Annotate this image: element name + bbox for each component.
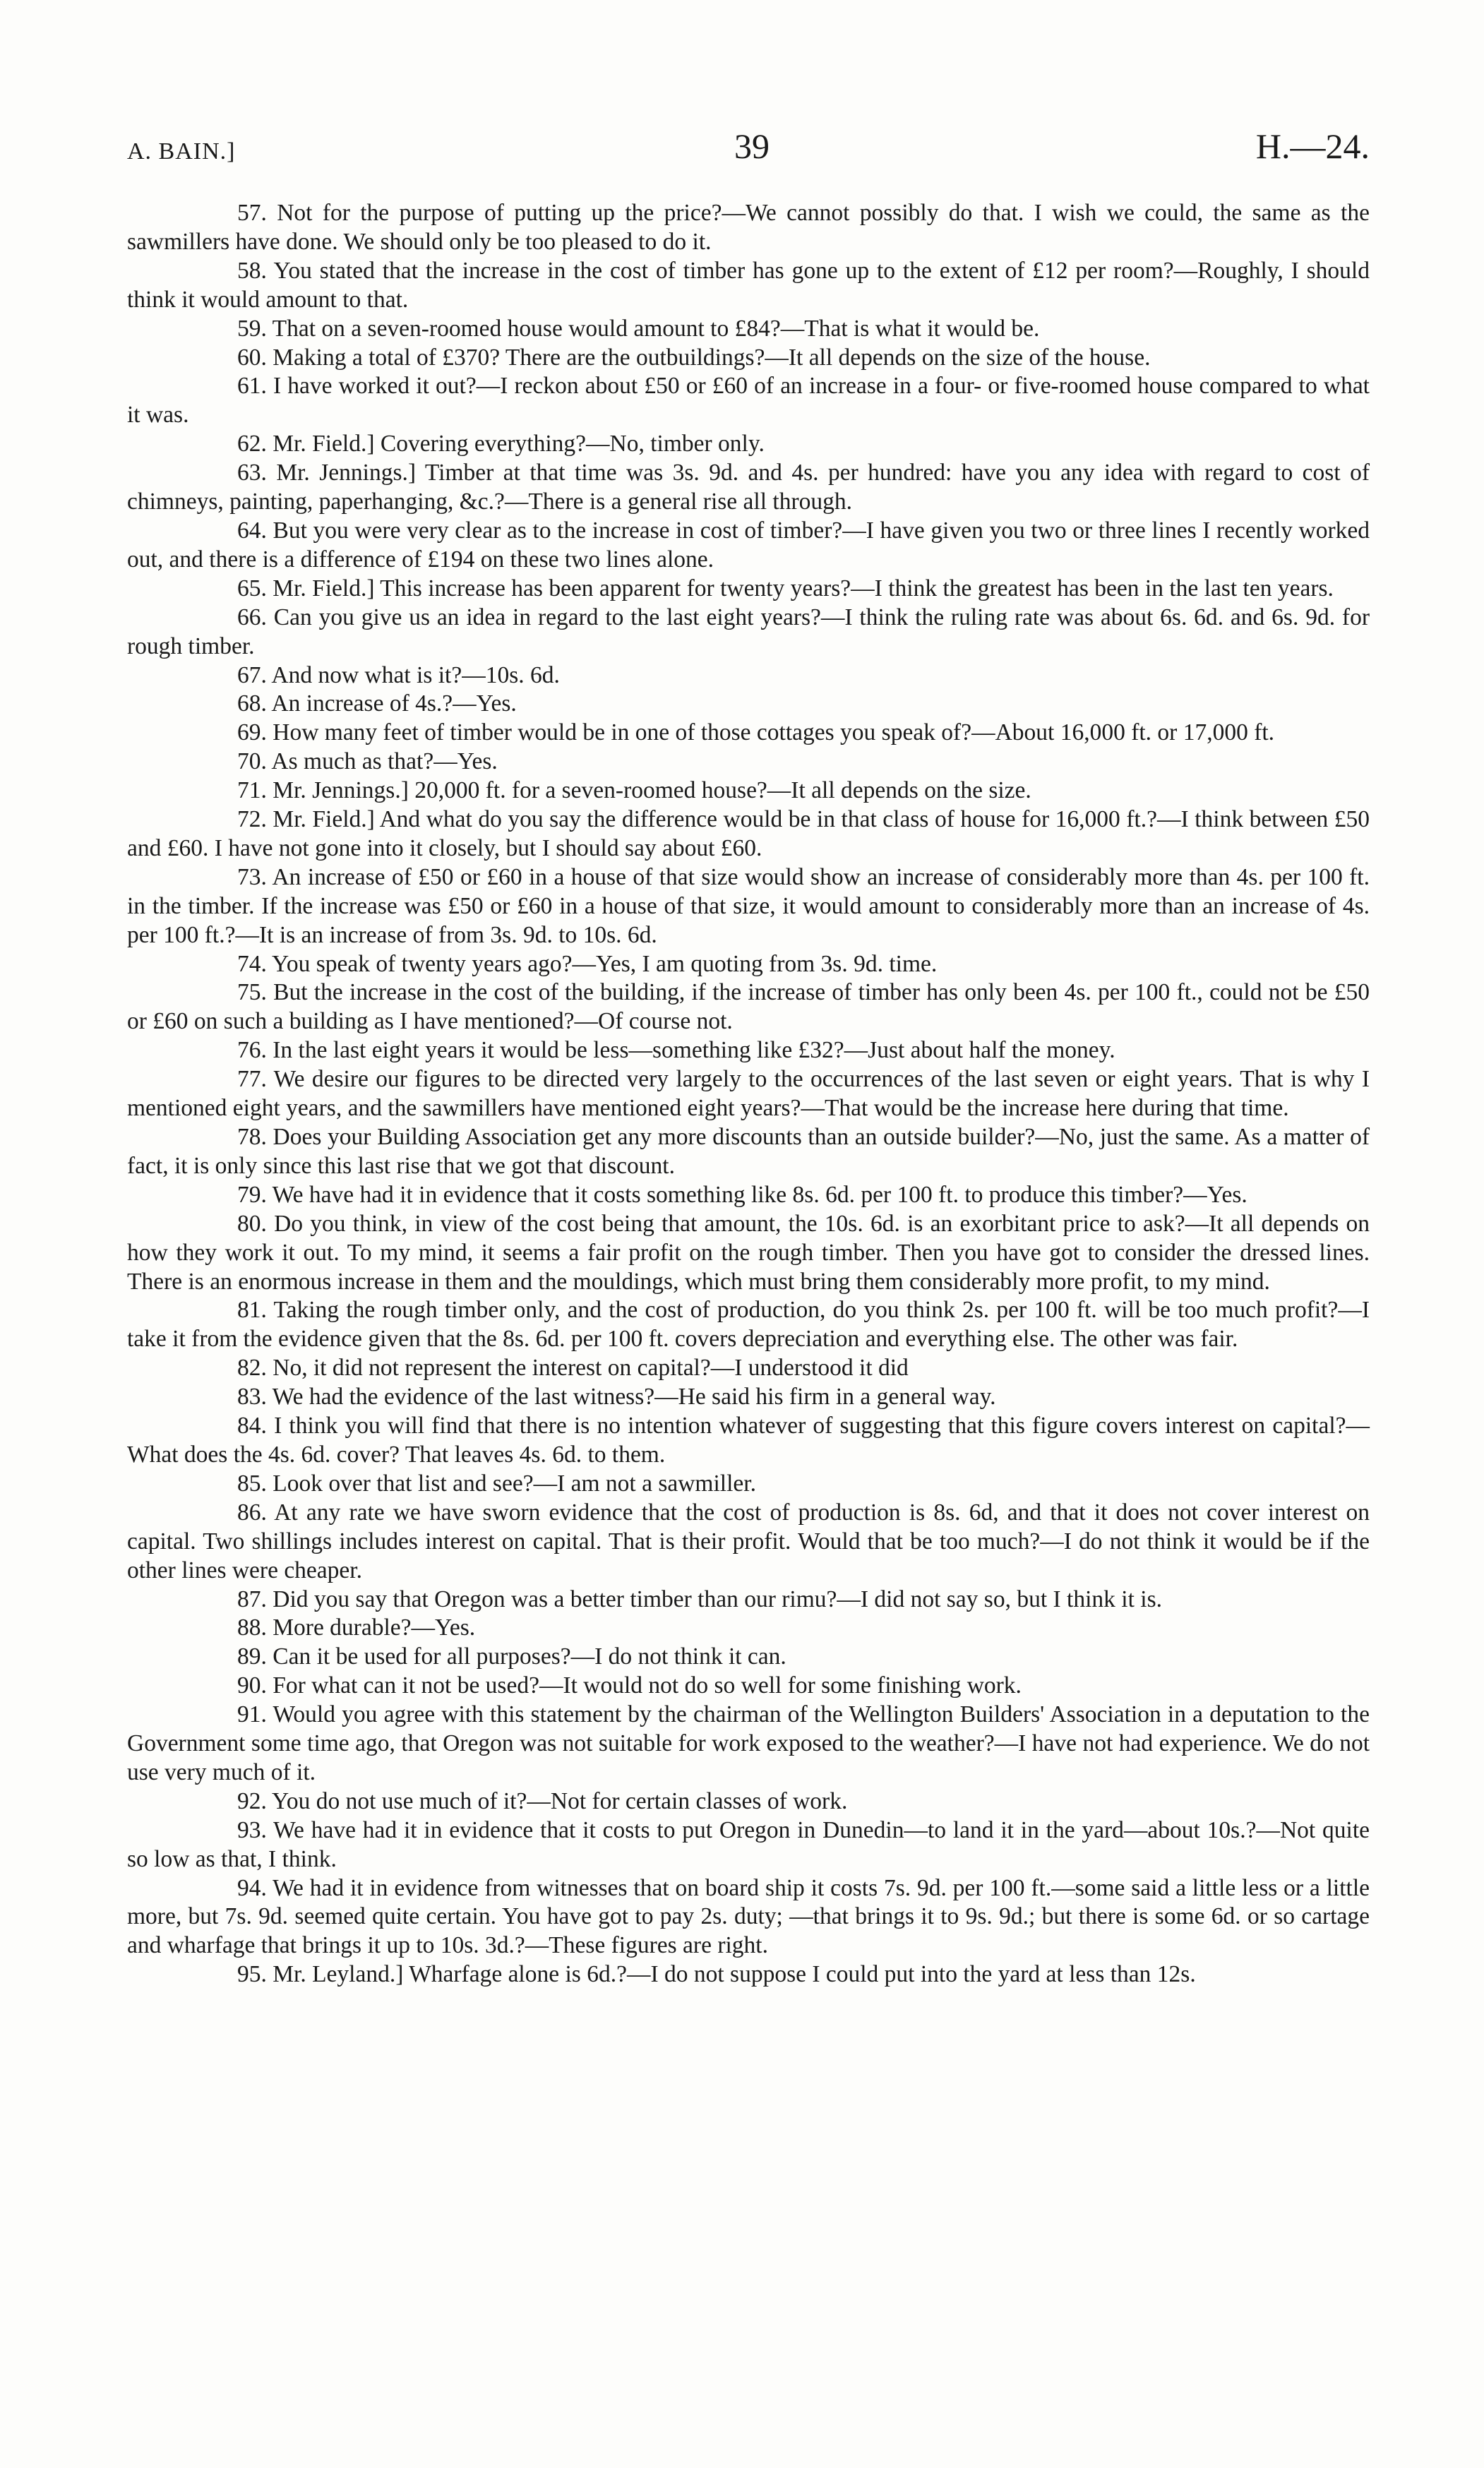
question-87: 87. Did you say that Oregon was a better timber than our rimu?—I did not say so, but I think it is.	[237, 1586, 1163, 1612]
question-65: 65. Mr. Field.] This increase has been apparent for twenty years?—I think the greatest has been in the last ten years.	[237, 575, 1334, 601]
question-80: 80. Do you think, in view of the cost being that amount, the 10s. 6d. is an exorbitant price to ask?—It all depends on how they work it out. To my mind, it seems a fair profit on the rough timber. Then you have got to consider the dressed lines. There is an enormous increase in them and the mouldings, which must bring them considerably more profit, to my mind.	[127, 1210, 1370, 1295]
question-68: 68. An increase of 4s.?—Yes.	[237, 690, 517, 717]
question-81: 81. Taking the rough timber only, and the cost of production, do you think 2s. per 100 ft. will be too much profit?—I take it from the evidence given that the 8s. 6d. per 100 ft. covers depreciation and everything else. The other was fair.	[127, 1297, 1370, 1353]
question-69: 69. How many feet of timber would be in one of those cottages you speak of?—About 16,000 ft. or 17,000 ft.	[237, 719, 1275, 746]
question-74: 74. You speak of twenty years ago?—Yes, I am quoting from 3s. 9d. time.	[237, 950, 938, 977]
question-79: 79. We have had it in evidence that it costs something like 8s. 6d. per 100 ft. to produce this timber?—Yes.	[237, 1181, 1247, 1208]
question-70: 70. As much as that?—Yes.	[237, 748, 498, 775]
question-83: 83. We had the evidence of the last witness?—He said his firm in a general way.	[237, 1384, 996, 1410]
question-92: 92. You do not use much of it?—Not for certain classes of work.	[237, 1787, 848, 1814]
evidence-transcript	[127, 199, 1370, 1989]
question-89: 89. Can it be used for all purposes?—I do not think it can.	[237, 1643, 786, 1670]
witness-name: A. BAIN.]	[127, 138, 236, 164]
question-94: 94. We had it in evidence from witnesses that on board ship it costs 7s. 9d. per 100 ft.—some said a little less or a little more, but 7s. 9d. seemed quite certain. You have got to pay 2s. duty; —that brings it to 9s. 9d.; but there is some 6d. or so cartage and wharfage that brings it up to 10s. 3d.?—These figures are right.	[127, 1874, 1370, 1959]
question-58: 58. You stated that the increase in the cost of timber has gone up to the extent of £12 per room?—Roughly, I should think it would amount to that.	[127, 257, 1370, 313]
question-60: 60. Making a total of £370? There are the outbuildings?—It all depends on the size of the house.	[237, 344, 1151, 371]
document-reference: H.—24.	[1255, 126, 1370, 166]
question-76: 76. In the last eight years it would be less—something like £32?—Just about half the money.	[237, 1037, 1115, 1064]
question-66: 66. Can you give us an idea in regard to the last eight years?—I think the ruling rate was about 6s. 6d. and 6s. 9d. for rough timber.	[127, 604, 1370, 659]
question-63: 63. Mr. Jennings.] Timber at that time was 3s. 9d. and 4s. per hundred: have you any idea with regard to cost of chimneys, painting, paperhanging, &c.?—There is a general rise all through.	[127, 460, 1370, 515]
question-57: 57. Not for the purpose of putting up the price?—We cannot possibly do that. I wish we could, the same as the sawmillers have done. We should only be too pleased to do it.	[127, 200, 1370, 255]
question-91: 91. Would you agree with this statement by the chairman of the Wellington Builders' Association in a deputation to the Government some time ago, that Oregon was not suitable for work exposed to the weather?—I have not had experience. We do not use very much of it.	[127, 1701, 1370, 1785]
question-61: 61. I have worked it out?—I reckon about £50 or £60 of an increase in a four- or five-roomed house compared to what it was.	[127, 373, 1370, 429]
question-85: 85. Look over that list and see?—I am not a sawmiller.	[237, 1470, 756, 1497]
question-88: 88. More durable?—Yes.	[237, 1615, 476, 1641]
question-78: 78. Does your Building Association get any more discounts than an outside builder?—No, just the same. As a matter of fact, it is only since this last rise that we got that discount.	[127, 1124, 1370, 1179]
question-84: 84. I think you will find that there is no intention whatever of suggesting that this figure covers interest on capital?—What does the 4s. 6d. cover? That leaves 4s. 6d. to them.	[127, 1413, 1370, 1468]
question-72: 72. Mr. Field.] And what do you say the difference would be in that class of house for 16,000 ft.?—I think between £50 and £60. I have not gone into it closely, but I should say about £60.	[127, 806, 1370, 861]
question-77: 77. We desire our figures to be directed very largely to the occurrences of the last seven or eight years. That is why I mentioned eight years, and the sawmillers have mentioned eight years?—That would be the increase here during that time.	[127, 1066, 1370, 1122]
question-59: 59. That on a seven-roomed house would amount to £84?—That is what it would be.	[237, 315, 1040, 342]
question-90: 90. For what can it not be used?—It would not do so well for some finishing work.	[237, 1672, 1022, 1699]
question-62: 62. Mr. Field.] Covering everything?—No, timber only.	[237, 431, 765, 457]
question-82: 82. No, it did not represent the interest on capital?—I understood it did	[237, 1355, 909, 1382]
question-75: 75. But the increase in the cost of the building, if the increase of timber has only been 4s. per 100 ft., could not be £50 or £60 on such a building as I have mentioned?—Of course not.	[127, 979, 1370, 1035]
question-86: 86. At any rate we have sworn evidence that the cost of production is 8s. 6d, and that it does not cover interest on capital. Two shillings includes interest on capital. That is their profit. Would that be too much?—I do not think it would be if the other lines were cheaper.	[127, 1499, 1370, 1583]
question-67: 67. And now what is it?—10s. 6d.	[237, 661, 560, 688]
question-64: 64. But you were very clear as to the increase in cost of timber?—I have given you two or three lines I recently worked out, and there is a difference of £194 on these two lines alone.	[127, 517, 1370, 573]
page-header	[127, 126, 1370, 182]
question-93: 93. We have had it in evidence that it costs to put Oregon in Dunedin—to land it in the yard—about 10s.?—Not quite so low as that, I think.	[127, 1816, 1370, 1872]
question-71: 71. Mr. Jennings.] 20,000 ft. for a seven-roomed house?—It all depends on the size.	[237, 777, 1031, 804]
question-95: 95. Mr. Leyland.] Wharfage alone is 6d.?—I do not suppose I could put into the yard at less than 12s.	[237, 1961, 1196, 1988]
question-73: 73. An increase of £50 or £60 in a house of that size would show an increase of considerably more than 4s. per 100 ft. in the timber. If the increase was £50 or £60 in a house of that size, it would amount to considerably more than an increase of 4s. per 100 ft.?—It is an increase of from 3s. 9d. to 10s. 6d.	[127, 863, 1370, 948]
page-number: 39	[734, 126, 770, 166]
